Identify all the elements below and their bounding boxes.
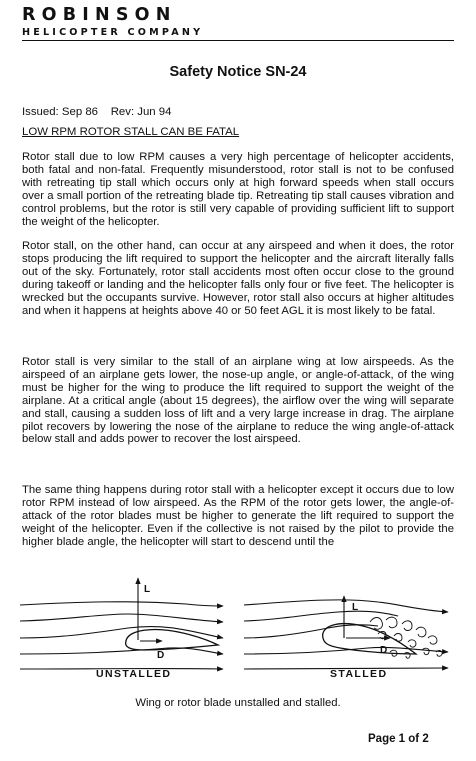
flow-line <box>20 602 223 606</box>
drag-label-unstalled: D <box>157 650 165 661</box>
body-paragraph-4: The same thing happens during rotor stall with a helicopter except it occurs due to low rotor RPM instead of low airspeed. As the RPM of the rotor gets lower, the angle-of-attack of the rotor blades must be higher to generate the lift required to support the weight of the helicopter. Even if the collective is not raised by the pilot to provide the higher blade angle, the helicopter will start to descend until the <box>22 484 454 548</box>
rev-date: Jun 94 <box>137 106 172 118</box>
body-paragraph-1: Rotor stall due to low RPM causes a very high percentage of helicopter accidents, both fatal and non-fatal. Frequently misunderstood, rotor stall is not to be confused with retreating tip stall which occurs only at high forward speeds when stall occurs over a small portion of the retreating blade tip. Retreating tip stall causes vibration and control problems, but the rotor is still very capable of providing sufficient lift to support the weight of the helicopter. <box>22 151 454 228</box>
rev-label: Rev: <box>110 106 135 118</box>
lift-label-unstalled: L <box>144 584 151 595</box>
issued-label: Issued: <box>22 106 59 118</box>
issued-date: Sep 86 <box>61 106 99 118</box>
company-logo-text: ROBINSON <box>22 5 177 25</box>
drag-label-stalled: D <box>380 645 388 656</box>
unstalled-label: UNSTALLED <box>96 668 172 680</box>
flow-line <box>20 614 223 622</box>
lift-label-stalled: L <box>352 602 359 613</box>
page-number: Page 1 of 2 <box>368 733 429 745</box>
flow-line <box>20 648 223 654</box>
stalled-diagram <box>244 596 448 669</box>
airflow-figure <box>18 562 458 712</box>
letterhead-rule <box>22 40 454 41</box>
body-paragraph-2: Rotor stall, on the other hand, can occur at any airspeed and when it does, the rotor stops producing the lift required to support the helicopter and the aircraft literally falls out of the sky. Fortunately, rotor stall accidents most often occur close to the ground during takeoff or landing and the helicopter falls only four or five feet. The helicopter is wrecked but the occupants survive. However, rotor stall also occurs at higher altitudes and when it happens at heights above 40 or 50 feet AGL it is most likely to be fatal. <box>22 240 454 317</box>
unstalled-diagram <box>20 578 223 669</box>
flow-line <box>20 627 223 638</box>
figure-caption: Wing or rotor blade unstalled and stalled. <box>135 697 341 709</box>
notice-heading: LOW RPM ROTOR STALL CAN BE FATAL <box>22 126 240 138</box>
issue-line <box>22 106 171 118</box>
flow-line <box>244 600 448 612</box>
body-paragraph-3: Rotor stall is very similar to the stall of an airplane wing at low airspeeds. As the airspeed of an airplane gets lower, the nose-up angle, or angle-of-attack, of the wing must be higher for the wing to produce the lift required to support the weight of the airplane. At a critical angle (about 15 degrees), the airflow over the wing will separate and stall, causing a sudden loss of lift and a very large increase in drag. The airplane pilot recovers by lowering the nose of the airplane to reduce the wing angle-of-attack below stall and adds power to recover the lost airspeed. <box>22 356 454 446</box>
letterhead <box>22 7 462 38</box>
flow-line <box>244 625 378 638</box>
notice-title: Safety Notice SN-24 <box>169 64 307 80</box>
airfoil-unstalled <box>126 630 218 650</box>
company-division: HELICOPTER COMPANY <box>22 27 204 38</box>
flow-line <box>244 611 398 621</box>
stalled-label: STALLED <box>330 668 388 680</box>
